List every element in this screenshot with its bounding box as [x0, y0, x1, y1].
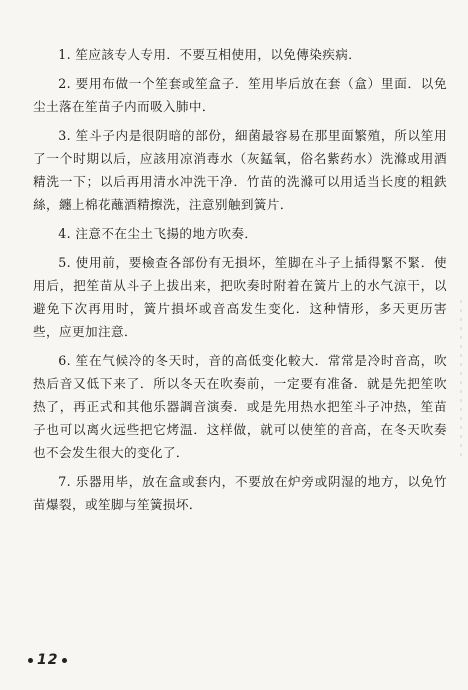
- paragraph-6: 6. 笙在气候冷的冬天时，音的高低变化較大．常常是冷时音高，吹热后音又低下来了．所以冬天在吹奏前，一定要有准备．就是先把笙吹热了，再正式和其他乐器調音演奏．或是先用热水把笙斗子冲热，笙苗子也可以离火远些把它烤温．这样做，就可以使笙的音高，在冬天吹奏也不会发生很大的变化了．: [33, 353, 447, 460]
- paragraph-1: 1. 笙应該专人专用．不要互相使用，以免傳染疾病．: [58, 47, 362, 62]
- scan-edge-mark: [460, 300, 462, 460]
- page-number-footer: [24, 652, 71, 668]
- paragraph-4: 4. 注意不在尘土飞揚的地方吹奏．: [58, 226, 258, 241]
- right-dot-ornament: [62, 658, 67, 663]
- page-number: 12: [37, 652, 59, 668]
- paragraph-7: 7. 乐器用毕，放在盒或套内，不要放在炉旁或阴湿的地方，以免竹苗爆裂，或笙脚与笙簧损坏．: [33, 474, 447, 512]
- paragraph-3: 3. 笙斗子内是很阴暗的部份，細菌最容易在那里面繁殖，所以笙用了一个时期以后，应該用凉消毒水（灰錳氧，俗名紫药水）洗滌或用酒精洗一下；以后再用清水冲洗干净．竹苗的洗滌可以用适当长度的粗鉄絲，纏上棉花蘸酒精擦洗，注意别触到簧片．: [33, 128, 447, 212]
- left-dot-ornament: [28, 658, 33, 663]
- paragraph-5: 5. 使用前，要檢查各部份有无損坏，笙脚在斗子上插得緊不緊．使用后，把笙苗从斗子上拔出来，把吹奏时附着在簧片上的水气涼干，以避免下次再用时，簧片損坏或音高发生变化．这种情形，多天更历害些，应更加注意．: [33, 255, 447, 339]
- paragraph-2: 2. 要用布做一个笙套或笙盒子．笙用毕后放在套（盒）里面．以免尘土落在笙苗子内而吸入肺中．: [33, 76, 447, 114]
- body-text: [33, 43, 447, 522]
